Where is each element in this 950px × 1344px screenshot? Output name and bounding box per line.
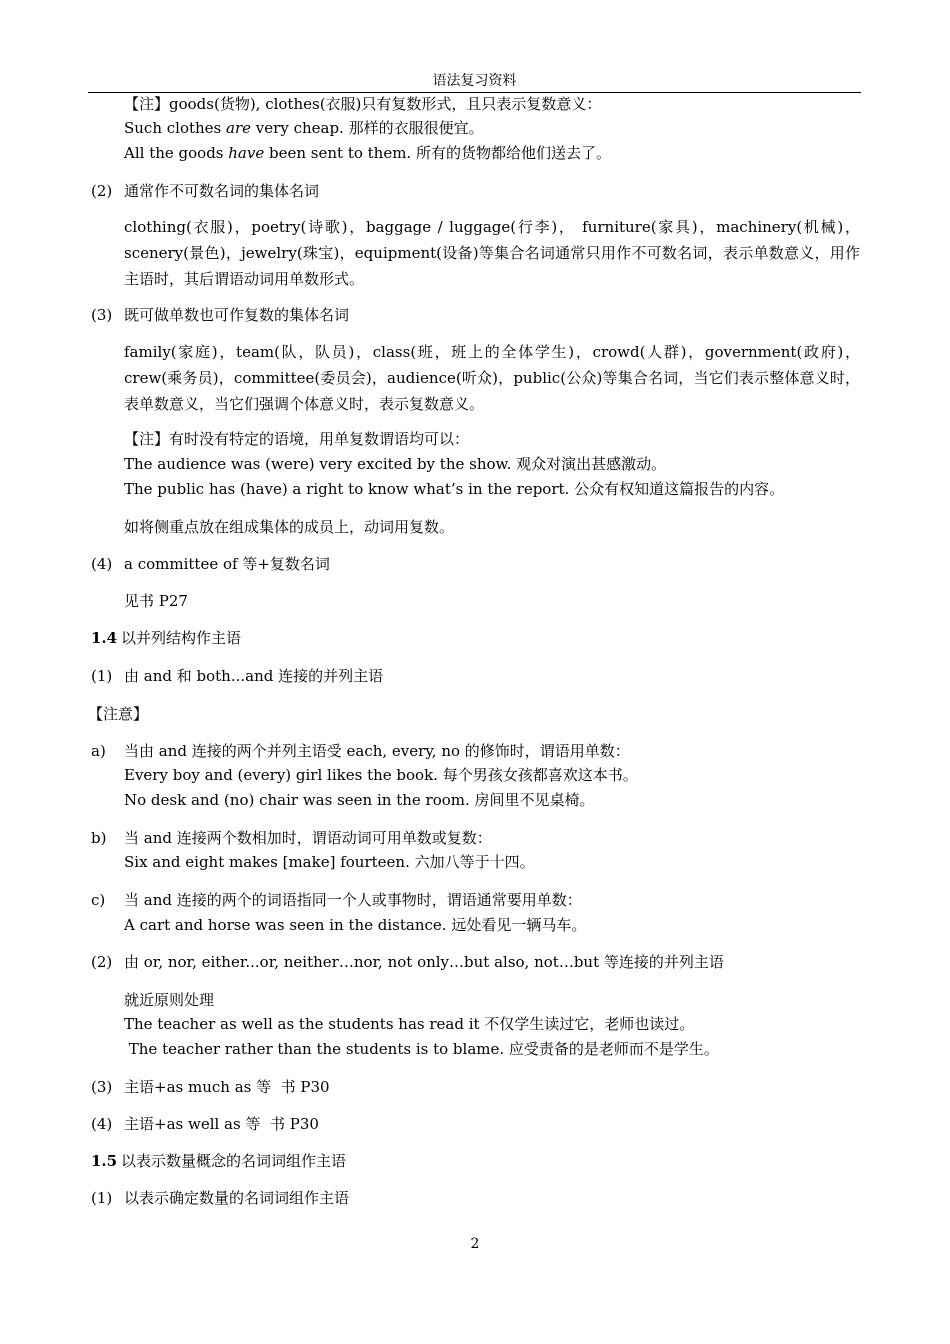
item-a-example-1: Every boy and (every) girl likes the book. 每个男孩女孩都喜欢这本书。 bbox=[124, 766, 638, 784]
item-b-label: b) bbox=[91, 829, 107, 847]
heading-1-5-title: 以表示数量概念的名词词组作主语 bbox=[121, 1152, 347, 1170]
heading-1-5-number: 1.5 bbox=[91, 1152, 118, 1170]
item-c-label: c) bbox=[91, 891, 106, 909]
section-2-body: clothing(衣服)，poetry(诗歌)，baggage / luggage(行李)， furniture(家具)，machinery(机械)，scenery(景色)，jewelry(珠宝)，equipment(设备)等集合名词通常只用作不可数名词，表示单数意义，用作主语时，其后谓语动词用单数形式。 bbox=[124, 218, 860, 288]
item-b-text: 当 and 连接两个数相加时，谓语动词可用单数或复数： bbox=[124, 829, 492, 847]
section-4-reference: 见书 P27 bbox=[124, 592, 188, 610]
note-2: 【注】有时没有特定的语境，用单复数谓语均可以： bbox=[124, 430, 470, 448]
item-c-example-1: A cart and horse was seen in the distance. 远处看见一辆马车。 bbox=[124, 916, 587, 934]
heading-1-4-title: 以并列结构作主语 bbox=[121, 629, 242, 647]
note-2-tail: 如将侧重点放在组成集体的成员上，动词用复数。 bbox=[124, 518, 455, 536]
section-2-number: (2) bbox=[91, 182, 113, 200]
section-1-5-1-title: 以表示确定数量的名词词组作主语 bbox=[124, 1189, 350, 1207]
page-number: 2 bbox=[470, 1236, 480, 1252]
section-1-4-1-title: 由 and 和 both...and 连接的并列主语 bbox=[124, 667, 384, 685]
note-goods-clothes: 【注】goods(货物), clothes(衣服)只有复数形式，且只表示复数意义： bbox=[124, 95, 602, 113]
section-1-4-2-example-2: The teacher rather than the students is to blame. 应受责备的是老师而不是学生。 bbox=[124, 1040, 719, 1058]
section-1-4-2-example-1: The teacher as well as the students has read it 不仅学生读过它，老师也读过。 bbox=[124, 1015, 695, 1033]
section-2-title: 通常作不可数名词的集体名词 bbox=[124, 182, 320, 200]
item-b-example-1: Six and eight makes [make] fourteen. 六加八等于十四。 bbox=[124, 853, 535, 871]
section-3-number: (3) bbox=[91, 306, 113, 324]
section-1-4-2-rule: 就近原则处理 bbox=[124, 991, 215, 1009]
section-3-body: family(家庭)，team(队，队员)，class(班，班上的全体学生)，crowd(人群)，government(政府)，crew(乘务员)，committee(委员会)，audience(听众)，public(公众)等集合名词，当它们表示整体意义时，表单数意义，当它们强调个体意义时，表示复数意义。 bbox=[124, 343, 860, 413]
attention-label: 【注意】 bbox=[88, 705, 149, 723]
example-such-clothes: Such clothes are very cheap. 那样的衣服很便宜。 bbox=[124, 119, 484, 137]
section-1-4-4-title: 主语+as well as 等 书 P30 bbox=[124, 1115, 319, 1133]
heading-1-4-number: 1.4 bbox=[91, 629, 118, 647]
section-1-4-3-number: (3) bbox=[91, 1078, 113, 1096]
example-all-goods: All the goods have been sent to them. 所有的货物都给他们送去了。 bbox=[124, 144, 611, 162]
item-a-example-2: No desk and (no) chair was seen in the room. 房间里不见桌椅。 bbox=[124, 791, 595, 809]
item-a-text: 当由 and 连接的两个并列主语受 each, every, no 的修饰时，谓语用单数： bbox=[124, 742, 630, 760]
item-c-text: 当 and 连接的两个的词语指同一个人或事物时，谓语通常要用单数： bbox=[124, 891, 582, 909]
page-header: 语法复习资料 bbox=[88, 70, 861, 93]
section-3-title: 既可做单数也可作复数的集体名词 bbox=[124, 306, 350, 324]
section-1-4-3-title: 主语+as much as 等 书 P30 bbox=[124, 1078, 330, 1096]
section-1-4-4-number: (4) bbox=[91, 1115, 113, 1133]
section-1-4-2-number: (2) bbox=[91, 953, 113, 971]
note-2-example-2: The public has (have) a right to know what’s in the report. 公众有权知道这篇报告的内容。 bbox=[124, 480, 785, 498]
section-1-4-1-number: (1) bbox=[91, 667, 113, 685]
item-a-label: a) bbox=[91, 742, 106, 760]
section-1-5-1-number: (1) bbox=[91, 1189, 113, 1207]
section-1-4-2-title: 由 or, nor, either...or, neither…nor, not only…but also, not…but 等连接的并列主语 bbox=[124, 953, 724, 971]
note-2-example-1: The audience was (were) very excited by the show. 观众对演出甚感激动。 bbox=[124, 455, 667, 473]
section-4-number: (4) bbox=[91, 555, 113, 573]
section-4-title: a committee of 等+复数名词 bbox=[124, 555, 330, 573]
